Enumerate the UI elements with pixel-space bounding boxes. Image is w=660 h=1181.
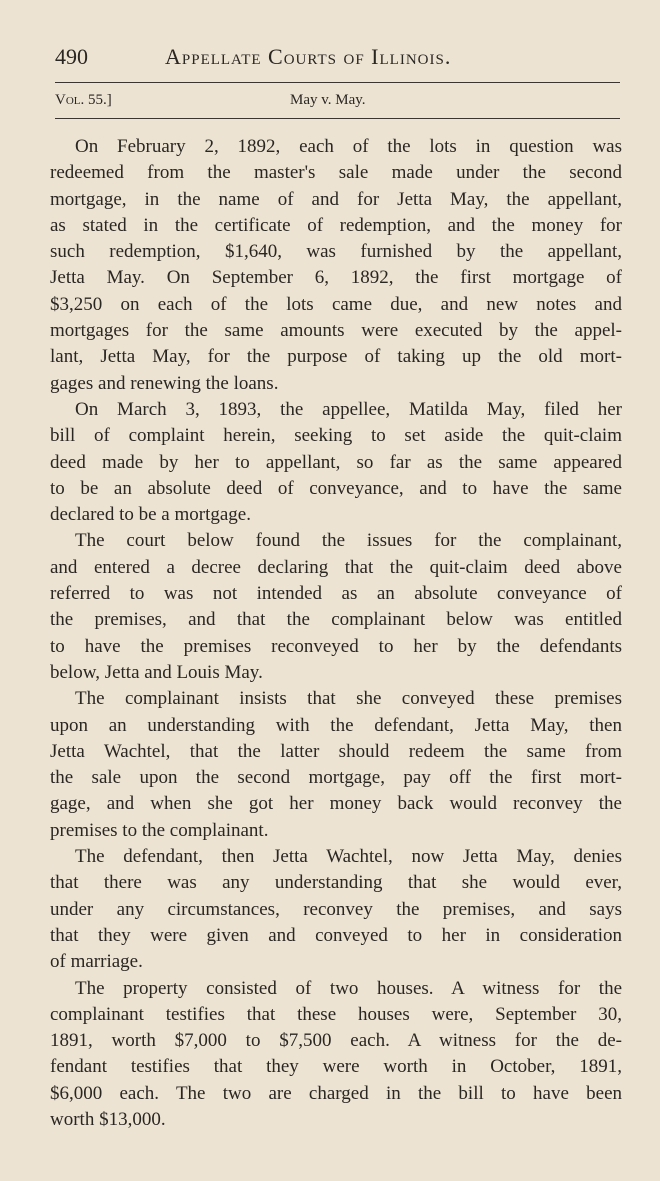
case-name: May v. May. (290, 92, 366, 108)
text-line: complainant testifies that these houses were, September 30, (50, 1003, 622, 1025)
text-line: that there was any understanding that she would ever, (50, 872, 622, 894)
page-number: 490 (55, 44, 88, 69)
text-line: premises to the complainant. (50, 819, 269, 841)
text-line: such redemption, $1,640, was furnished by the appellant, (50, 241, 622, 263)
text-line: gages and renewing the loans. (50, 372, 279, 394)
text-line: under any circumstances, reconvey the premises, and says (50, 898, 622, 920)
text-line: worth $13,000. (50, 1108, 166, 1130)
text-line: Jetta Wachtel, that the latter should redeem the same from (50, 740, 622, 762)
text-line: upon an understanding with the defendant, Jetta May, then (50, 714, 622, 736)
text-line: gage, and when she got her money back would reconvey the (50, 793, 622, 815)
text-line: The property consisted of two houses. A witness for the (75, 977, 622, 999)
paragraph (50, 844, 622, 975)
text-line: declared to be a mortgage. (50, 504, 251, 526)
body-text (50, 134, 622, 1133)
paragraph (50, 134, 622, 397)
volume-label: Vol. 55.] (55, 92, 112, 108)
text-line: and entered a decree declaring that the quit-claim deed above (50, 556, 622, 578)
text-line: bill of complaint herein, seeking to set aside the quit-claim (50, 425, 622, 447)
text-line: On March 3, 1893, the appellee, Matilda May, filed her (75, 398, 622, 420)
subheader-rule (55, 118, 620, 119)
paragraph (50, 976, 622, 1134)
text-line: the premises, and that the complainant below was entitled (50, 609, 622, 631)
text-line: of marriage. (50, 951, 143, 973)
text-line: On February 2, 1892, each of the lots in question was (75, 136, 622, 157)
text-line: lant, Jetta May, for the purpose of taking up the old mort- (50, 346, 622, 368)
subheader (55, 92, 620, 109)
text-line: $3,250 on each of the lots came due, and new notes and (50, 293, 622, 315)
header-rule (55, 82, 620, 83)
text-line: redeemed from the master's sale made under the second (50, 162, 622, 184)
text-line: fendant testifies that they were worth in October, 1891, (50, 1056, 622, 1078)
text-line: to be an absolute deed of conveyance, and to have the same (50, 477, 622, 499)
text-line: The court below found the issues for the complainant, (75, 530, 622, 552)
text-line: deed made by her to appellant, so far as the same appeared (50, 451, 622, 473)
text-line: mortgages for the same amounts were executed by the appel- (50, 320, 622, 342)
paragraph (50, 528, 622, 686)
text-line: mortgage, in the name of and for Jetta May, the appellant, (50, 188, 622, 210)
page-header (55, 44, 451, 70)
text-line: below, Jetta and Louis May. (50, 661, 263, 683)
text-line: $6,000 each. The two are charged in the bill to have been (50, 1082, 622, 1104)
paragraph (50, 397, 622, 528)
running-title: Appellate Courts of Illinois. (165, 44, 452, 69)
text-line: that they were given and conveyed to her in consideration (50, 924, 622, 946)
text-line: The defendant, then Jetta Wachtel, now Jetta May, denies (75, 846, 622, 868)
text-line: Jetta May. On September 6, 1892, the first mortgage of (50, 267, 622, 289)
text-line: The complainant insists that she conveyed these premises (75, 688, 622, 710)
text-line: referred to was not intended as an absolute conveyance of (50, 583, 622, 605)
text-line: 1891, worth $7,000 to $7,500 each. A witness for the de- (50, 1030, 622, 1052)
text-line: to have the premises reconveyed to her by the defendants (50, 635, 622, 657)
text-line: the sale upon the second mortgage, pay off the first mort- (50, 767, 622, 789)
text-line: as stated in the certificate of redemption, and the money for (50, 214, 622, 236)
paragraph (50, 686, 622, 844)
